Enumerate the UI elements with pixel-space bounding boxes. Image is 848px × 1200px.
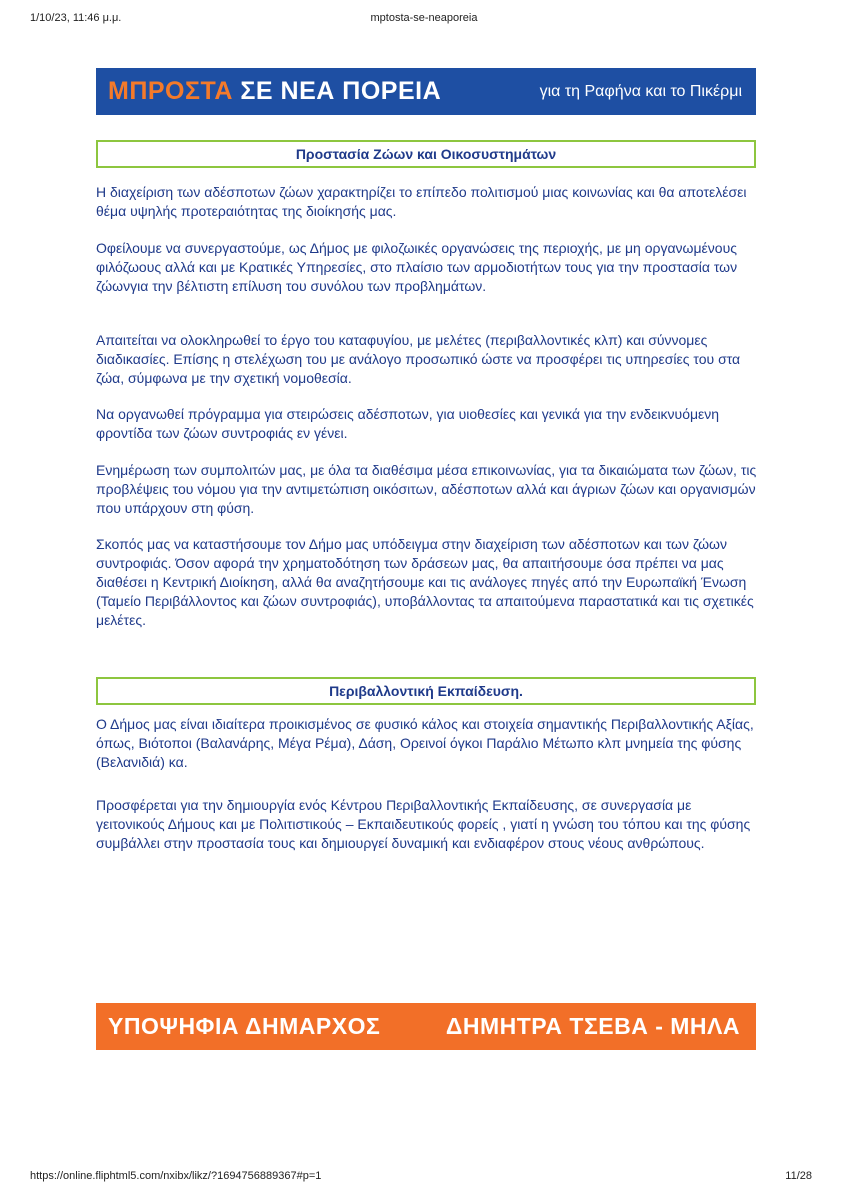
print-datetime: 1/10/23, 11:46 μ.μ. bbox=[30, 12, 122, 24]
paragraph: Οφείλουμε να συνεργαστούμε, ως Δήμος με φιλοζωικές οργανώσεις της περιοχής, με μη οργανωμένους φιλόζωους αλλά και με Κρατικές Υπηρεσίες, στο πλαίσιο των αρμοδιοτήτων τους για την προστασία των ζώωνγια την βέλτιστη επίλυση του συνόλου των προβλημάτων. bbox=[96, 240, 738, 294]
paragraph: Ενημέρωση των συμπολιτών μας, με όλα τα διαθέσιμα μέσα επικοινωνίας, για τα δικαιώματα των ζώων, τις προβλέψεις του νόμου για την αντιμετώπιση οικόσιτων, αδέσποτων αλλά και άγριων ζώων και οργανισμών που υπάρχουν στη φύση. bbox=[96, 462, 757, 516]
candidate-name: ΔΗΜΗΤΡΑ ΤΣΕΒΑ - ΜΗΛΑ bbox=[445, 1013, 740, 1039]
brand-rest: ΣΕ ΝΕΑ ΠΟΡΕΙΑ bbox=[232, 77, 442, 105]
paragraph: Σκοπός μας να καταστήσουμε τον Δήμο μας υπόδειγμα στην διαχείριση των αδέσποτων και των ζώων συντροφιάς. Όσον αφορά την χρηματοδότηση των δράσεων μας, θα απαιτήσουμε όσα πρέπει να μας διαθέσει η Κεντρική Διοίκηση, αλλά θα αναζητήσουμε και τις ανάλογες πηγές από την Ευρωπαϊκή Ένωση (Ταμείο Περιβάλλοντος και ζώων συντροφιάς), υποβάλλοντας τα απαιτούμενα παραστατικά και τις σχετικές μελέτες. bbox=[96, 536, 754, 628]
print-page-number: 11/28 bbox=[785, 1170, 812, 1182]
section-heading-animal-protection: Προστασία Ζώων και Οικοσυστημάτων bbox=[96, 140, 756, 168]
paragraph: Η διαχείριση των αδέσποτων ζώων χαρακτηρίζει το επίπεδο πολιτισμού μιας κοινωνίας και θα αποτελέσει θέμα υψηλής προτεραιότητας της διοίκησής μας. bbox=[96, 184, 747, 219]
campaign-tagline: για τη Ραφήνα και το Πικέρμι bbox=[539, 82, 742, 100]
paragraph: Να οργανωθεί πρόγραμμα για στειρώσεις αδέσποτων, για υιοθεσίες και γενικά για την ενδεικνυόμενη φροντίδα των ζώων συντροφιάς εν γένει. bbox=[96, 406, 720, 441]
campaign-brand bbox=[108, 77, 441, 106]
paragraph: Ο Δήμος μας είναι ιδιαίτερα προικισμένος σε φυσικό κάλος και στοιχεία σημαντικής Περιβαλλοντικής Αξίας, όπως, Βιότοποι (Βαλανάρης, Μέγα Ρέμα), Δάση, Ορεινοί όγκοι Παράλιο Μέτωπο κλπ μνημεία της φύσης (Βελανιδιά) κα. bbox=[96, 716, 754, 770]
paragraph: Προσφέρεται για την δημιουργία ενός Κέντρου Περιβαλλοντικής Εκπαίδευσης, σε συνεργασία με γειτονικούς Δήμους και με Πολιτιστικούς – Εκπαιδευτικούς φορείς , γιατί η γνώση του τόπου και της φύσης συμβάλλει στην προστασία τους και δημιουργεί δυναμική και ενδιαφέρον στους νέους ανθρώπους. bbox=[96, 797, 751, 851]
print-page-title: mptosta-se-neaporeia bbox=[370, 12, 478, 24]
brand-accent-word: ΜΠΡΟΣΤΑ bbox=[108, 77, 233, 105]
top-banner bbox=[96, 68, 756, 115]
print-url: https://online.fliphtml5.com/nxibx/likz/?1694756889367#p=1 bbox=[30, 1170, 322, 1182]
bottom-banner bbox=[96, 1003, 756, 1050]
section-heading-environmental-education: Περιβαλλοντική Εκπαίδευση. bbox=[96, 677, 756, 705]
candidate-role: ΥΠΟΨΗΦΙΑ ΔΗΜΑΡΧΟΣ bbox=[108, 1013, 381, 1039]
paragraph: Απαιτείται να ολοκληρωθεί το έργο του καταφυγίου, με μελέτες (περιβαλλοντικές κλπ) και σύννομες διαδικασίες. Επίσης η στελέχωση του με ανάλογο προσωπικό ώστε να προσφέρει τις υπηρεσίες του στα ζώα, σύμφωνα με την σχετική νομοθεσία. bbox=[96, 332, 741, 386]
